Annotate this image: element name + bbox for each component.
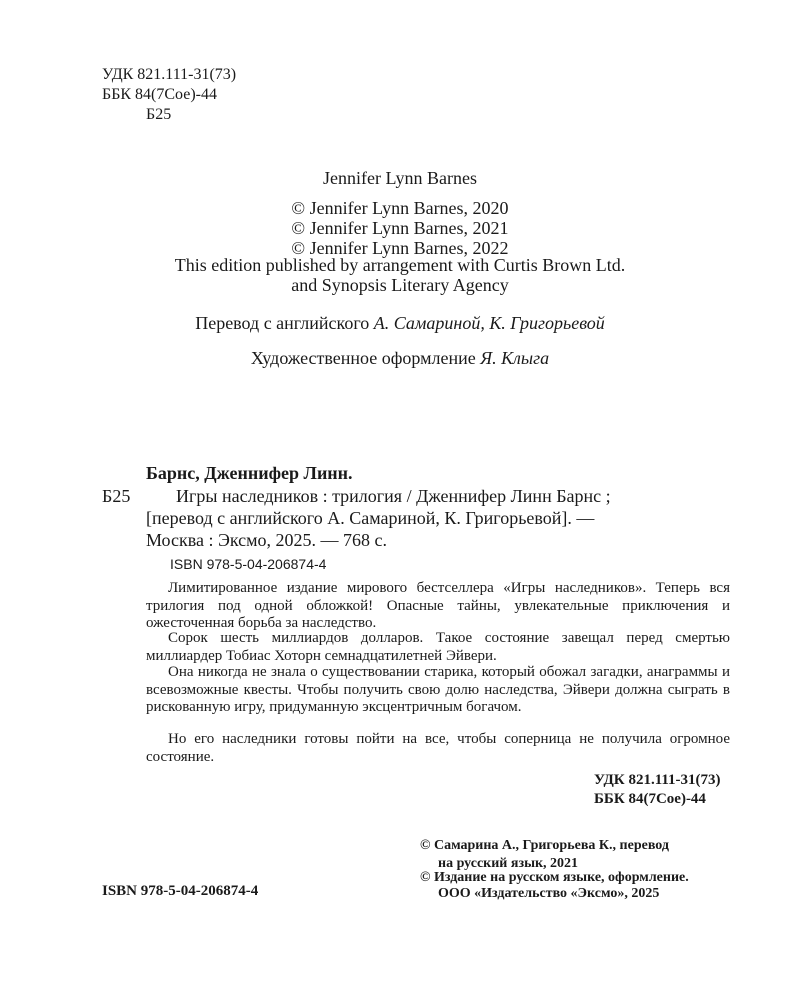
designer: Я. Клыга [480, 348, 550, 368]
catalog-author: Барнс, Дженнифер Линн. [146, 463, 353, 483]
catalog-line-1: Игры наследников : трилогия / Дженнифер Линн Барнс ; [176, 486, 611, 506]
design-prefix: Художественное оформление [250, 348, 481, 368]
copyright-en-2: © Jennifer Lynn Barnes, 2021 [291, 218, 509, 238]
copyright-ru-line4: ООО «Издательство «Эксмо», 2025 [438, 886, 660, 901]
annotation-text-3: Она никогда не знала о существовании старика, который обожал загадки, анаграммы и всевозможные квесты. Чтобы получить свою долю наследства, Эйвери должна сыграть в рискованную игру, придуманную эксцентричным богачом. [146, 664, 730, 715]
annotation-paragraph-1 [146, 580, 730, 633]
annotation-paragraph-3 [146, 664, 730, 717]
original-author: Jennifer Lynn Barnes [323, 168, 477, 188]
edition-note-line1: This edition published by arrangement with Curtis Brown Ltd. [174, 255, 626, 275]
annotation-paragraph-2 [146, 630, 730, 665]
copyright-en-1: © Jennifer Lynn Barnes, 2020 [291, 198, 509, 218]
edition-note-line2: and Synopsis Literary Agency [291, 275, 509, 295]
isbn-bottom: ISBN 978-5-04-206874-4 [102, 883, 259, 899]
catalog-code: Б25 [102, 486, 131, 506]
author-mark-top: Б25 [146, 106, 172, 123]
translation-prefix: Перевод с английского [195, 313, 374, 333]
copyright-ru-line1: © Самарина А., Григорьева К., перевод [420, 838, 669, 853]
copyright-ru-line3: © Издание на русском языке, оформление. [420, 870, 689, 885]
annotation-text-4: Но его наследники готовы пойти на все, чтобы соперница не получила огромное состояние. [146, 731, 730, 765]
bbk-code-top: ББК 84(7Сое)-44 [102, 86, 217, 103]
copyright-ru-line2: на русский язык, 2021 [438, 856, 579, 871]
translators: А. Самариной, К. Григорьевой [373, 313, 605, 333]
catalog-line-3: Москва : Эксмо, 2025. — 768 с. [146, 530, 388, 550]
udk-code-top: УДК 821.111-31(73) [102, 66, 237, 83]
design-credit [0, 348, 800, 369]
annotation-text-1: Лимитированное издание мирового бестселлера «Игры наследников». Теперь вся трилогия под одной обложкой! Опасные тайны, увлекательные приключения и ожесточенная борьба за наследство. [146, 580, 730, 631]
catalog-isbn: ISBN 978-5-04-206874-4 [170, 556, 327, 572]
annotation-text-2: Сорок шесть миллиардов долларов. Такое состояние завещал перед смертью миллиардер Тобиас Хоторн семнадцатилетней Эйвери. [146, 630, 730, 664]
catalog-line-2: [перевод с английского А. Самариной, К. Григорьевой]. — [146, 508, 595, 528]
udk-code-bottom: УДК 821.111-31(73) [594, 772, 721, 788]
annotation-paragraph-4 [146, 731, 730, 766]
copyright-en-3: © Jennifer Lynn Barnes, 2022 [291, 238, 509, 258]
bbk-code-bottom: ББК 84(7Сое)-44 [594, 791, 706, 807]
translation-credit [0, 313, 800, 334]
